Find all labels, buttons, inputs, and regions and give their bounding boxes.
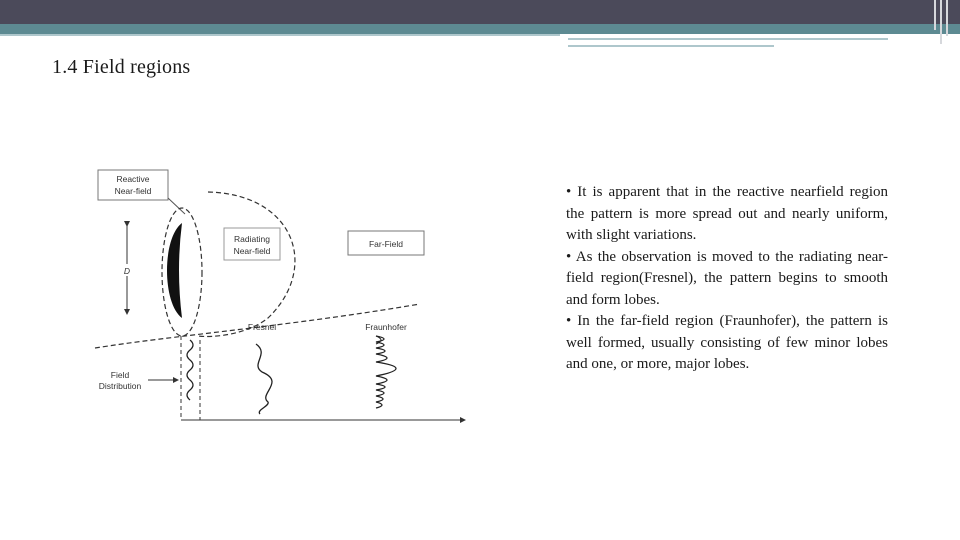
bullet-reactive: • It is apparent that in the reactive nearfield region the pattern is more spread out and nearly uniform, with slight variations. — [566, 184, 888, 243]
bullet-radiating: • As the observation is moved to the radiating near-field region(Fresnel), the pattern begins to smooth and form lobes. — [566, 248, 888, 308]
fresnel-label: Fresnel — [247, 322, 277, 332]
corner-decoration — [932, 0, 952, 48]
header-bar — [0, 0, 960, 24]
radiating-label-line1: Radiating — [234, 234, 270, 244]
fresnel-distribution-curve — [256, 344, 272, 414]
reactive-pointer — [168, 198, 185, 214]
fraunhofer-distribution-curve — [376, 336, 396, 408]
header-band — [0, 24, 960, 34]
header-underline-right — [568, 38, 888, 40]
field-regions-figure — [90, 168, 480, 430]
slide-title: 1.4 Field regions — [52, 56, 191, 78]
reactive-distribution-curve — [187, 340, 193, 400]
header-underline — [0, 34, 560, 36]
radiating-region-boundary — [198, 192, 295, 336]
bullet-farfield: • In the far-field region (Fraunhofer), the pattern is well formed, usually consisting of few minor lobes and one, or more, major lobes. — [566, 313, 888, 372]
dimension-label: D — [123, 266, 131, 276]
field-distribution-label-line2: Distribution — [98, 381, 142, 391]
fraunhofer-label: Fraunhofer — [365, 322, 407, 332]
reactive-label-line1: Reactive — [116, 174, 150, 184]
field-distribution-label-line1: Field — [110, 370, 130, 380]
radiating-label-line2: Near-field — [233, 246, 271, 256]
header-underline-short — [568, 45, 774, 47]
reactive-label-line2: Near-field — [114, 186, 152, 196]
antenna-aperture — [167, 223, 182, 318]
farfield-label: Far-Field — [368, 239, 404, 249]
explanation-text — [566, 182, 888, 376]
